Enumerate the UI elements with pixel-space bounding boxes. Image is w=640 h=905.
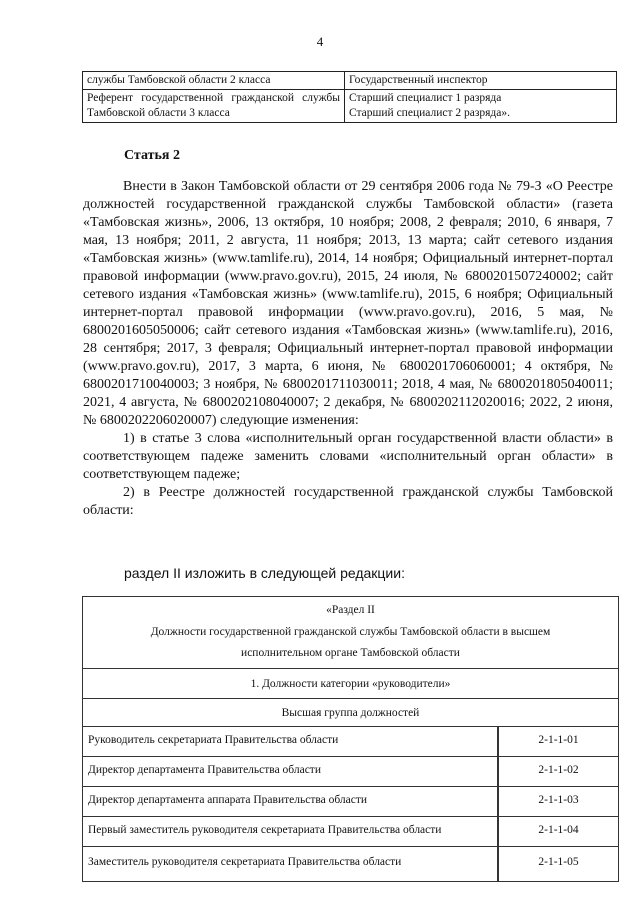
divider bbox=[82, 726, 619, 727]
position-name: Руководитель секретариата Правительства области bbox=[88, 734, 339, 746]
article-body bbox=[83, 178, 613, 520]
cell-line: Старший специалист 2 разряда». bbox=[349, 107, 510, 119]
divider bbox=[82, 756, 619, 757]
table-cell-equivalent bbox=[345, 90, 617, 123]
page-number: 4 bbox=[316, 34, 324, 49]
position-name: Директор департамента Правительства области bbox=[88, 764, 321, 776]
positions-table-continued bbox=[82, 71, 617, 123]
article-paragraph: 2) в Реестре должностей государственной гражданской службы Тамбовской области: bbox=[83, 485, 613, 518]
divider bbox=[82, 786, 619, 787]
group-heading: Высшая группа должностей bbox=[281, 707, 420, 719]
divider bbox=[82, 816, 619, 817]
position-name: Директор департамента аппарата Правительства области bbox=[88, 794, 368, 806]
position-code: 2-1-1-03 bbox=[538, 794, 579, 806]
article-paragraph: Внести в Закон Тамбовской области от 29 сентября 2006 года № 79-З «О Реестре должностей государственной гражданской службы Тамбовской области» (газета «Тамбовская жизнь», 2006, 13 октября, 10 ноября; 2008, 2 февраля; 2010, 6 января, 7 мая, 13 ноября; 2011, 2 августа, 11 ноября; 2013, 13 марта; сайт сетевого издания «Тамбовская жизнь» (www.tamlife.ru), 2014, 14 ноября; Официальный интернет-портал правовой информации (www.pravo.gov.ru), 2015, 24 июля, № 6800201507240002; сайт сетевого издания «Тамбовская жизнь» (www.tamlife.ru), 2015, 6 ноября; Официальный интернет-портал правовой информации (www.pravo.gov.ru), 2016, 5 мая, № 6800201605050006; сайт сетевого издания «Тамбовская жизнь» (www.tamlife.ru), 2016, 28 сентября; 2017, 3 февраля; Официальный интернет-портал правовой информации (www.pravo.gov.ru), 2017, 3 марта, 6 июня, № 6800201706060001; 4 октября, № 6800201710040003; 3 ноября, № 6800201711030011; 2018, 4 мая, № 6800201805040011; 2021, 4 августа, № 6800202108040007; 2 декабря, № 6800202112020016; 2022, 2 июня, № 6800202206020007) следующие изменения: bbox=[83, 179, 613, 428]
divider bbox=[82, 668, 619, 669]
divider bbox=[82, 846, 619, 847]
cell-line: Старший специалист 1 разряда bbox=[349, 92, 502, 104]
article-heading: Статья 2 bbox=[124, 148, 180, 163]
section-title: «Раздел II bbox=[326, 604, 375, 616]
position-code: 2-1-1-05 bbox=[538, 856, 579, 868]
section-subtitle: Должности государственной гражданской службы Тамбовской области в высшем bbox=[150, 626, 551, 638]
position-code: 2-1-1-04 bbox=[538, 824, 579, 836]
table-cell-position: Референт государственной гражданской службы Тамбовской области 3 класса bbox=[83, 90, 345, 123]
table-cell-equivalent bbox=[345, 72, 617, 90]
position-code: 2-1-1-01 bbox=[538, 734, 579, 746]
section-subtitle: исполнительном органе Тамбовской области bbox=[241, 647, 460, 659]
table-row bbox=[83, 72, 617, 90]
position-code: 2-1-1-02 bbox=[538, 764, 579, 776]
article-paragraph: 1) в статье 3 слова «исполнительный орган государственной власти области» в соответствующем падеже заменить словами «исполнительный орган области» в соответствующем падеже; bbox=[83, 431, 613, 482]
category-heading: 1. Должности категории «руководители» bbox=[250, 678, 451, 690]
position-name: Заместитель руководителя секретариата Правительства области bbox=[88, 856, 402, 868]
section-intro: раздел II изложить в следующей редакции: bbox=[124, 565, 405, 581]
column-divider bbox=[497, 726, 499, 882]
table-cell-position: службы Тамбовской области 2 класса bbox=[83, 72, 345, 90]
table-row bbox=[83, 90, 617, 123]
position-name: Первый заместитель руководителя секретариата Правительства области bbox=[88, 824, 442, 836]
cell-line: Государственный инспектор bbox=[349, 74, 488, 86]
divider bbox=[82, 698, 619, 699]
